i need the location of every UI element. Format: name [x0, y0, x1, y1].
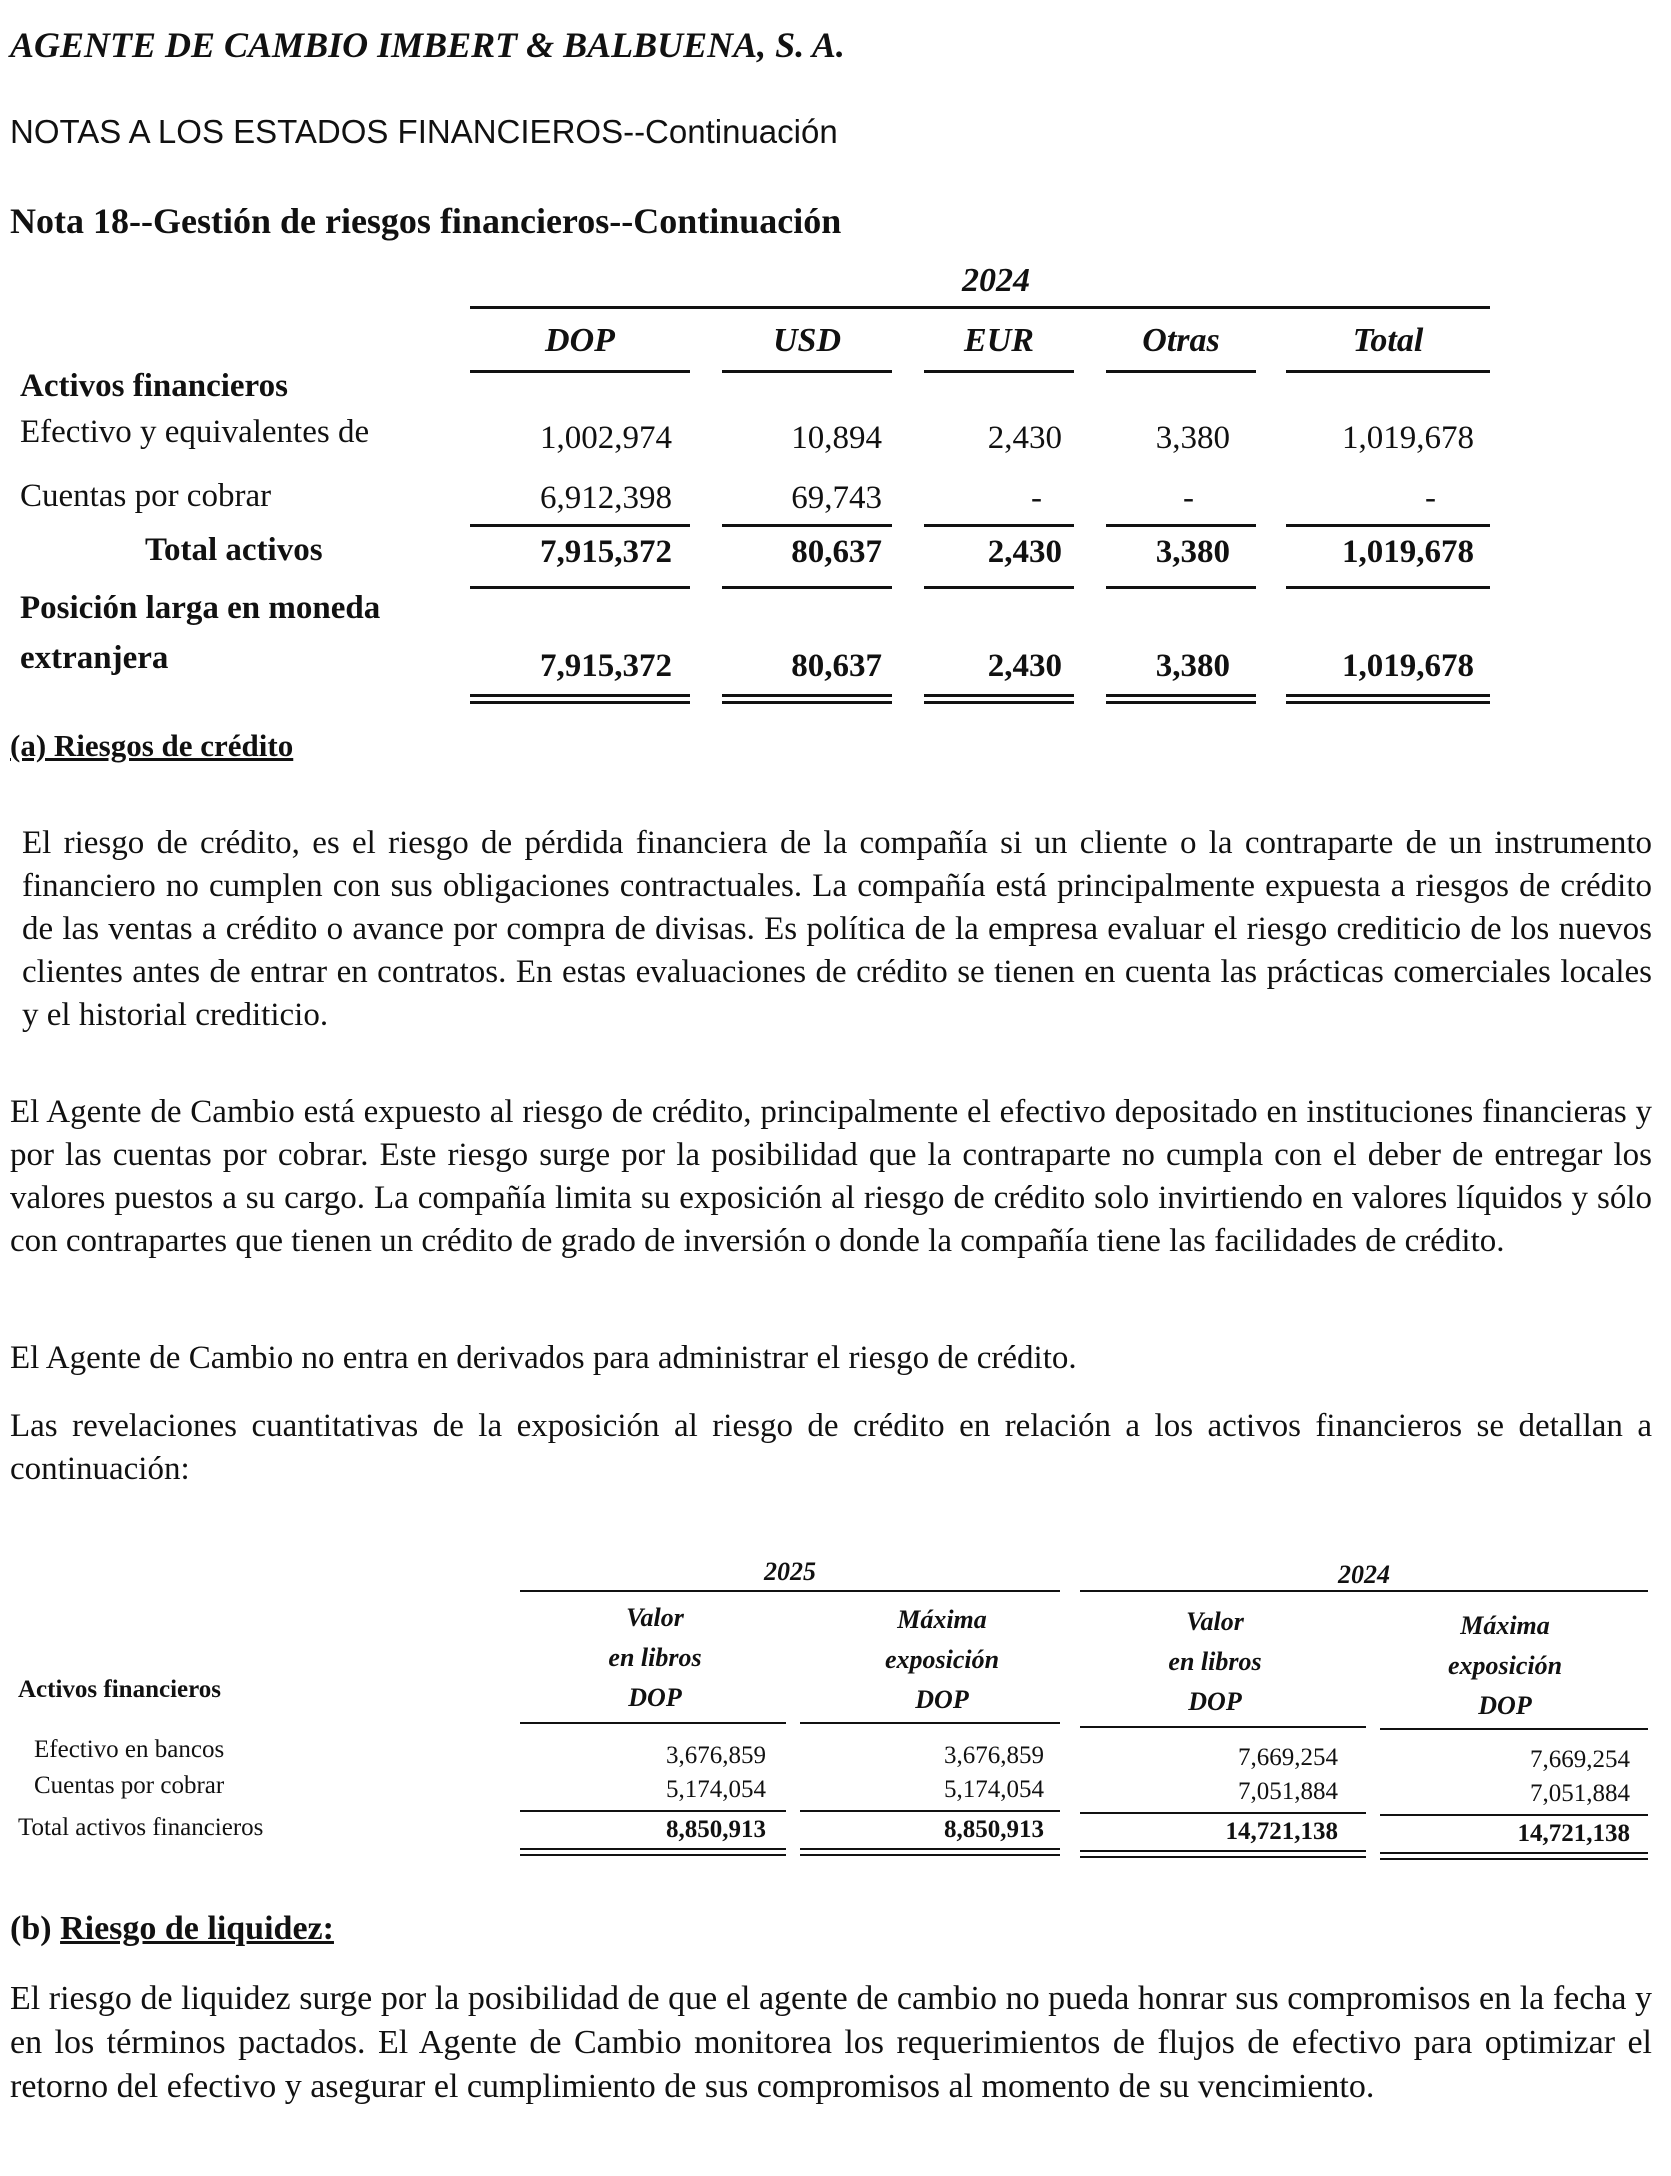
subtotal-rule	[1080, 1812, 1366, 1814]
double-rule	[520, 1848, 786, 1850]
note-title: Nota 18--Gestión de riesgos financieros--Continuación	[10, 201, 842, 241]
header-line: exposición	[884, 1645, 1000, 1674]
total-rule	[722, 586, 892, 589]
double-rule	[1380, 1852, 1648, 1854]
col-header-otras: Otras	[1142, 322, 1220, 359]
cell-total: 1,019,678	[1342, 420, 1474, 456]
subtotal-rule	[470, 524, 690, 527]
total-rule	[1286, 586, 1490, 589]
cell-usd: 80,637	[791, 534, 882, 570]
double-rule	[800, 1854, 1060, 1856]
cell-total: -	[1425, 480, 1436, 516]
header-line: Valor	[1186, 1607, 1244, 1636]
cell-otras: 3,380	[1155, 420, 1230, 456]
credit-paragraph-1: El riesgo de crédito, es el riesgo de pérdida financiera de la compañía si un cliente o la contraparte de un instrumento financiero no cumplen con sus obligaciones contractuales. La compañía está principalmente expuesta a riesgos de crédito de las ventas a crédito o avance por compra de divisas. Es política de la empresa evaluar el riesgo crediticio de los nuevos clientes antes de entrar en contratos. En estas evaluaciones de crédito se tienen en cuenta las prácticas comerciales locales y el historial crediticio.	[22, 825, 1652, 1033]
cell-total: 1,019,678	[1342, 648, 1474, 684]
double-rule	[1106, 694, 1256, 697]
subtotal-rule	[924, 524, 1074, 527]
credit-paragraph-4: Las revelaciones cuantitativas de la exposición al riesgo de crédito en relación a los activos financieros se detallan a continuación:	[10, 1408, 1652, 1487]
cell-usd: 80,637	[791, 648, 882, 684]
cell-maxima-2024: 14,721,138	[1517, 1820, 1630, 1847]
total-rule	[470, 586, 690, 589]
double-rule	[520, 1854, 786, 1856]
header-line: DOP	[1478, 1691, 1532, 1720]
cell-valor-2024: 7,051,884	[1238, 1778, 1338, 1805]
col-header-total: Total	[1352, 322, 1424, 359]
header-rule	[470, 370, 690, 373]
double-rule	[924, 701, 1074, 704]
cell-valor-2025: 5,174,054	[666, 1776, 766, 1803]
col-header-usd: USD	[772, 322, 842, 359]
header-line: DOP	[1188, 1687, 1242, 1716]
double-rule	[722, 694, 892, 697]
double-rule	[1080, 1850, 1366, 1852]
header-rule	[1106, 370, 1256, 373]
header-rule	[1380, 1728, 1648, 1730]
subtotal-rule	[520, 1810, 786, 1812]
section-label: Activos financieros	[20, 368, 288, 404]
cell-maxima-2025: 8,850,913	[944, 1816, 1044, 1843]
cell-valor-2024: 14,721,138	[1225, 1818, 1338, 1845]
cell-valor-2025: 8,850,913	[666, 1816, 766, 1843]
double-rule	[722, 701, 892, 704]
year-rule	[520, 1590, 1060, 1592]
col-header-eur: EUR	[964, 322, 1034, 359]
header-line: en libros	[608, 1643, 702, 1672]
header-line: DOP	[915, 1685, 969, 1714]
subtotal-rule	[800, 1810, 1060, 1812]
cell-maxima-2025: 5,174,054	[944, 1776, 1044, 1803]
header-rule	[1286, 370, 1490, 373]
subtotal-rule	[1286, 524, 1490, 527]
row-label: Efectivo en bancos	[34, 1736, 225, 1763]
section-label: Activos financieros	[18, 1676, 221, 1703]
total-rule	[1106, 586, 1256, 589]
credit-risk-heading: (a) Riesgos de crédito	[10, 728, 294, 763]
cell-valor-2025: 3,676,859	[666, 1742, 766, 1769]
double-rule	[1106, 701, 1256, 704]
heading-text: Riesgo de liquidez:	[60, 1910, 334, 1947]
cell-otras: -	[1183, 480, 1194, 516]
double-rule	[924, 694, 1074, 697]
col-header-maxima-2025	[842, 1600, 1042, 1720]
cell-eur: -	[1031, 480, 1042, 516]
double-rule	[470, 701, 690, 704]
cell-eur: 2,430	[987, 534, 1062, 570]
row-label: Cuentas por cobrar	[20, 478, 272, 514]
header-rule	[1080, 1726, 1366, 1728]
cell-eur: 2,430	[987, 420, 1062, 456]
document-subtitle: NOTAS A LOS ESTADOS FINANCIEROS--Continuación	[10, 113, 838, 150]
year-rule	[1080, 1590, 1648, 1592]
cell-usd: 69,743	[791, 480, 882, 516]
currency-table-year: 2024	[962, 262, 1030, 299]
year-2024: 2024	[1338, 1560, 1390, 1589]
header-rule	[722, 370, 892, 373]
subtotal-rule	[1380, 1814, 1648, 1816]
header-line: DOP	[628, 1683, 682, 1712]
liquidity-paragraph: El riesgo de liquidez surge por la posibilidad de que el agente de cambio no pueda honrar sus compromisos en la fecha y en los términos pactados. El Agente de Cambio monitorea los requerimientos de flujos de efectivo para optimizar el retorno del efectivo y asegurar el cumplimiento de sus compromisos al momento de su vencimiento.	[10, 1980, 1652, 2105]
row-label: Posición larga en moneda	[20, 590, 381, 626]
row-label: Total activos	[145, 532, 323, 568]
cell-maxima-2024: 7,051,884	[1530, 1780, 1630, 1807]
cell-dop: 7,915,372	[540, 648, 672, 684]
header-line: Máxima	[897, 1605, 987, 1634]
cell-otras: 3,380	[1155, 648, 1230, 684]
row-label: Total activos financieros	[18, 1814, 264, 1841]
double-rule	[1080, 1856, 1366, 1858]
cell-total: 1,019,678	[1342, 534, 1474, 570]
cell-dop: 7,915,372	[540, 534, 672, 570]
cell-dop: 1,002,974	[540, 420, 672, 456]
row-label: extranjera	[20, 640, 169, 676]
header-line: Valor	[626, 1603, 684, 1632]
header-rule	[520, 1722, 786, 1724]
row-label: Cuentas por cobrar	[34, 1772, 225, 1799]
cell-dop: 6,912,398	[540, 480, 672, 516]
cell-eur: 2,430	[987, 648, 1062, 684]
double-rule	[1380, 1858, 1648, 1860]
cell-usd: 10,894	[791, 420, 882, 456]
header-line: exposición	[1447, 1651, 1563, 1680]
double-rule	[1286, 701, 1490, 704]
col-header-maxima-2024	[1405, 1606, 1605, 1726]
header-rule	[924, 370, 1074, 373]
credit-paragraph-2: El Agente de Cambio está expuesto al riesgo de crédito, principalmente el efectivo depositado en instituciones financieras y por las cuentas por cobrar. Este riesgo surge por la posibilidad que la contraparte no cumpla con el deber de entregar los valores puestos a su cargo. La compañía limita su exposición al riesgo de crédito solo invirtiendo en valores líquidos y sólo con contrapartes que tienen un crédito de grado de inversión o donde la compañía tiene las facilidades de crédito.	[10, 1094, 1652, 1259]
heading-prefix: (b)	[10, 1910, 61, 1947]
double-rule	[800, 1848, 1060, 1850]
header-rule	[800, 1722, 1060, 1724]
cell-maxima-2024: 7,669,254	[1530, 1746, 1630, 1773]
double-rule	[1286, 694, 1490, 697]
col-header-valor-2025	[555, 1598, 755, 1718]
header-line: en libros	[1168, 1647, 1262, 1676]
liquidity-risk-heading	[10, 1910, 334, 1948]
cell-otras: 3,380	[1155, 534, 1230, 570]
row-label: Efectivo y equivalentes de	[20, 414, 370, 450]
header-line: Máxima	[1460, 1611, 1550, 1640]
subtotal-rule	[722, 524, 892, 527]
year-2025: 2025	[764, 1557, 816, 1586]
credit-paragraph-3: El Agente de Cambio no entra en derivados para administrar el riesgo de crédito.	[10, 1340, 1077, 1376]
subtotal-rule	[1106, 524, 1256, 527]
double-rule	[470, 694, 690, 697]
cell-valor-2024: 7,669,254	[1238, 1744, 1338, 1771]
col-header-valor-2024	[1115, 1602, 1315, 1722]
cell-maxima-2025: 3,676,859	[944, 1742, 1044, 1769]
year-rule	[470, 306, 1490, 309]
col-header-dop: DOP	[545, 322, 615, 359]
company-name: AGENTE DE CAMBIO IMBERT & BALBUENA, S. A.	[10, 25, 845, 65]
total-rule	[924, 586, 1074, 589]
